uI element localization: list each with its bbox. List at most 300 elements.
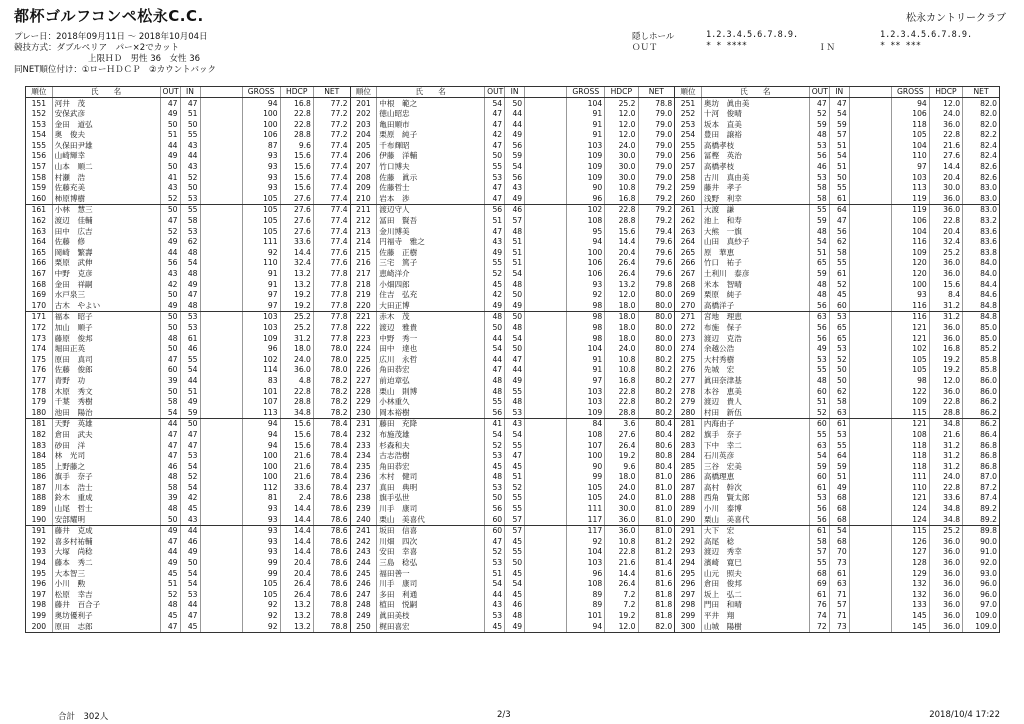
col-rank: 216 <box>350 258 377 269</box>
col-net: 79.6 <box>638 237 675 248</box>
col-out: 50 <box>485 151 505 162</box>
table-row <box>26 226 1000 237</box>
col-in: 54 <box>505 162 525 173</box>
col-out: 39 <box>160 493 180 504</box>
col-gross: 95 <box>567 226 605 237</box>
col-hdcp: 21.6 <box>280 461 313 472</box>
col-name: 山元 照夫 <box>701 568 809 579</box>
col-net: 77.4 <box>313 183 350 194</box>
col-rank: 195 <box>26 568 53 579</box>
col-gross: 97 <box>242 300 280 311</box>
col-blank <box>525 193 567 204</box>
col-in: 51 <box>180 386 200 397</box>
col-out: 48 <box>160 600 180 611</box>
col-blank <box>849 568 891 579</box>
col-net: 77.4 <box>313 204 350 215</box>
col-in: 45 <box>505 589 525 600</box>
col-hdcp: 24.0 <box>605 493 638 504</box>
col-out: 48 <box>160 333 180 344</box>
col-in: 64 <box>829 204 849 215</box>
col-name: 濱崎 寛巳 <box>701 558 809 569</box>
col-rank: 154 <box>26 130 53 141</box>
col-net: 77.4 <box>313 172 350 183</box>
col-in: 45 <box>505 568 525 579</box>
col-name: 渡辺 佳輔 <box>52 216 160 227</box>
col-blank <box>200 216 242 227</box>
col-out: 59 <box>809 119 829 130</box>
col-gross: 126 <box>891 536 929 547</box>
table-row <box>26 119 1000 130</box>
col-rank: 164 <box>26 237 53 248</box>
col-name: 坂本 直美 <box>701 119 809 130</box>
col-name: 西角 賢太郎 <box>701 493 809 504</box>
col-rank: 294 <box>675 558 702 569</box>
col-name: 大塚 尚稔 <box>52 547 160 558</box>
col-net: 79.0 <box>638 119 675 130</box>
col-in: 53 <box>180 311 200 322</box>
col-hdcp: 18.0 <box>280 344 313 355</box>
col-name: 奥坊 眞由美 <box>701 98 809 109</box>
col-hdcp: 36.0 <box>605 514 638 525</box>
col-blank <box>525 322 567 333</box>
col-name: 金川博美 <box>377 226 485 237</box>
col-rank: 226 <box>350 365 377 376</box>
col-blank <box>525 611 567 622</box>
table-row <box>26 440 1000 451</box>
col-name: 岡崎 繁壽 <box>52 247 160 258</box>
col-name: 栗山 美喜代 <box>701 514 809 525</box>
col-rank: 160 <box>26 193 53 204</box>
col-net: 78.8 <box>313 621 350 632</box>
col-in: 54 <box>180 365 200 376</box>
col-out: 65 <box>809 258 829 269</box>
col-out: 55 <box>485 258 505 269</box>
table-row <box>26 451 1000 462</box>
col-name: 栗山 則博 <box>377 386 485 397</box>
col-out: 72 <box>809 621 829 632</box>
col-in: 52 <box>829 354 849 365</box>
col-gross: 104 <box>567 547 605 558</box>
col-blank <box>849 204 891 215</box>
col-out: 49 <box>160 558 180 569</box>
col-hdcp: 14.4 <box>280 536 313 547</box>
col-out: 50 <box>160 119 180 130</box>
col-in: 49 <box>505 621 525 632</box>
col-out: 54 <box>809 237 829 248</box>
col-net: 78.4 <box>313 482 350 493</box>
col-hdcp: 34.8 <box>929 504 962 515</box>
col-name: 鈴木 重成 <box>52 493 160 504</box>
col-blank <box>200 344 242 355</box>
col-name: 川本 浩士 <box>52 482 160 493</box>
col-net: 91.0 <box>963 547 1000 558</box>
table-row <box>26 344 1000 355</box>
col-out: 54 <box>485 429 505 440</box>
col-name: 倉田 俊邦 <box>701 579 809 590</box>
col-out: 44 <box>485 354 505 365</box>
col-in: 43 <box>180 140 200 151</box>
col-out: 50 <box>160 162 180 173</box>
col-out: 60 <box>485 525 505 536</box>
col-net: 86.2 <box>963 418 1000 429</box>
col-rank: 274 <box>675 344 702 355</box>
col-hdcp: 25.2 <box>929 247 962 258</box>
col-in: 51 <box>180 109 200 120</box>
col-blank <box>525 504 567 515</box>
col-rank: 183 <box>26 440 53 451</box>
col-name: 高橋理恵 <box>701 472 809 483</box>
col-out: 50 <box>485 493 505 504</box>
col-rank: 163 <box>26 226 53 237</box>
col-net: 78.4 <box>313 440 350 451</box>
col-out: 53 <box>485 558 505 569</box>
col-in: 49 <box>180 547 200 558</box>
col-net: 81.0 <box>638 493 675 504</box>
col-out: 50 <box>160 322 180 333</box>
col-rank: 225 <box>350 354 377 365</box>
col-net: 78.2 <box>313 407 350 418</box>
col-net: 87.4 <box>963 493 1000 504</box>
col-out: 49 <box>160 109 180 120</box>
col-net: 78.0 <box>313 344 350 355</box>
col-hdcp: 12.0 <box>929 98 962 109</box>
col-name: 藤田 充降 <box>377 418 485 429</box>
col-gross: 116 <box>891 300 929 311</box>
col-name: 喜多村祐輔 <box>52 536 160 547</box>
col-rank: 249 <box>350 611 377 622</box>
col-name: 眞田奈津基 <box>701 375 809 386</box>
col-in: 49 <box>829 482 849 493</box>
col-in: 68 <box>829 536 849 547</box>
col-hdcp: 12.0 <box>605 130 638 141</box>
col-in: 48 <box>505 322 525 333</box>
col-gross: 105 <box>242 204 280 215</box>
col-blank <box>200 183 242 194</box>
col-net: 82.0 <box>963 109 1000 120</box>
col-blank <box>525 558 567 569</box>
col-hdcp: 36.0 <box>929 579 962 590</box>
col-name: 福田善一 <box>377 568 485 579</box>
col-gross: 83 <box>242 375 280 386</box>
col-in: 70 <box>829 547 849 558</box>
col-out: 54 <box>809 451 829 462</box>
col-blank <box>849 354 891 365</box>
col-rank: 239 <box>350 504 377 515</box>
col-hdcp: 16.8 <box>605 193 638 204</box>
col-out: 47 <box>160 216 180 227</box>
col-out: 47 <box>485 140 505 151</box>
col-name: 坂上 弘二 <box>701 589 809 600</box>
col-hdcp-header: HDCP <box>929 87 962 98</box>
col-out: 47 <box>160 451 180 462</box>
col-gross: 107 <box>242 397 280 408</box>
col-rank: 273 <box>675 333 702 344</box>
table-row <box>26 140 1000 151</box>
table-row <box>26 365 1000 376</box>
col-out: 41 <box>485 418 505 429</box>
col-hdcp: 30.0 <box>605 162 638 173</box>
col-rank: 295 <box>675 568 702 579</box>
print-timestamp: 2018/10/4 17:22 <box>929 710 1000 720</box>
col-blank <box>200 536 242 547</box>
col-gross: 100 <box>242 461 280 472</box>
col-hdcp: 21.6 <box>605 558 638 569</box>
col-in: 58 <box>180 216 200 227</box>
col-rank: 262 <box>675 216 702 227</box>
table-row <box>26 611 1000 622</box>
col-out: 63 <box>809 440 829 451</box>
col-hdcp: 22.8 <box>280 386 313 397</box>
col-gross-header: GROSS <box>567 87 605 98</box>
table-row <box>26 300 1000 311</box>
col-name: 山本 順二 <box>52 162 160 173</box>
col-blank <box>525 600 567 611</box>
col-blank <box>525 172 567 183</box>
col-blank <box>849 461 891 472</box>
col-name: 中野 克彦 <box>52 269 160 280</box>
col-rank: 291 <box>675 525 702 536</box>
col-blank <box>525 354 567 365</box>
col-rank: 297 <box>675 589 702 600</box>
col-out: 58 <box>160 482 180 493</box>
col-net: 85.0 <box>963 333 1000 344</box>
col-in: 54 <box>180 258 200 269</box>
col-hdcp: 13.2 <box>280 600 313 611</box>
col-hdcp-header: HDCP <box>280 87 313 98</box>
col-rank: 292 <box>675 536 702 547</box>
col-in: 51 <box>505 247 525 258</box>
table-row <box>26 216 1000 227</box>
col-blank <box>849 269 891 280</box>
col-in: 68 <box>829 504 849 515</box>
col-rank: 169 <box>26 290 53 301</box>
col-out: 52 <box>485 269 505 280</box>
col-net: 86.0 <box>963 375 1000 386</box>
col-hdcp: 22.8 <box>929 216 962 227</box>
col-blank <box>525 269 567 280</box>
col-hdcp: 36.0 <box>280 365 313 376</box>
col-gross: 106 <box>891 109 929 120</box>
col-net: 84.0 <box>963 258 1000 269</box>
col-name: 大下 宏 <box>701 525 809 536</box>
col-hdcp: 28.8 <box>605 407 638 418</box>
col-hdcp: 30.0 <box>605 504 638 515</box>
col-hdcp: 31.2 <box>929 461 962 472</box>
col-blank <box>200 600 242 611</box>
col-name: 原田 志郎 <box>52 621 160 632</box>
col-rank: 246 <box>350 579 377 590</box>
col-net: 79.0 <box>638 172 675 183</box>
col-blank-header <box>525 87 567 98</box>
col-net: 77.4 <box>313 140 350 151</box>
col-in: 73 <box>829 621 849 632</box>
col-rank: 275 <box>675 354 702 365</box>
col-gross: 96 <box>567 568 605 579</box>
col-out: 50 <box>160 344 180 355</box>
col-in: 50 <box>505 290 525 301</box>
col-out: 44 <box>160 547 180 558</box>
out-holes: 1.2.3.4.5.6.7.8.9. <box>706 30 799 40</box>
col-gross: 106 <box>567 258 605 269</box>
col-gross: 105 <box>242 589 280 600</box>
col-name: 高橋孝枝 <box>701 140 809 151</box>
col-blank <box>200 237 242 248</box>
col-out: 54 <box>485 98 505 109</box>
col-rank: 159 <box>26 183 53 194</box>
col-gross: 91 <box>567 354 605 365</box>
col-name-header: 氏 名 <box>52 87 160 98</box>
col-rank: 296 <box>675 579 702 590</box>
col-in: 55 <box>829 258 849 269</box>
col-out: 52 <box>160 226 180 237</box>
col-rank: 279 <box>675 397 702 408</box>
col-gross: 103 <box>242 311 280 322</box>
col-rank: 243 <box>350 547 377 558</box>
col-rank: 244 <box>350 558 377 569</box>
col-name: 高橋洋子 <box>701 300 809 311</box>
col-rank: 263 <box>675 226 702 237</box>
col-rank: 270 <box>675 300 702 311</box>
col-name: 柿原博樹 <box>52 193 160 204</box>
col-in: 45 <box>829 290 849 301</box>
col-out: 56 <box>809 504 829 515</box>
col-rank: 256 <box>675 151 702 162</box>
col-name: 米本 智晴 <box>701 279 809 290</box>
col-gross: 92 <box>242 247 280 258</box>
col-name: 川手 康司 <box>377 504 485 515</box>
col-name: 旗手 奈子 <box>701 429 809 440</box>
col-rank: 289 <box>675 504 702 515</box>
col-gross: 99 <box>567 472 605 483</box>
col-net: 85.8 <box>963 365 1000 376</box>
col-gross: 84 <box>567 418 605 429</box>
col-blank <box>200 140 242 151</box>
col-blank <box>525 151 567 162</box>
col-name: 中野 秀一 <box>377 333 485 344</box>
col-net: 83.0 <box>963 204 1000 215</box>
col-net: 92.0 <box>963 558 1000 569</box>
col-name: 藤原 俊邦 <box>52 333 160 344</box>
col-in: 58 <box>829 397 849 408</box>
col-out: 47 <box>160 621 180 632</box>
col-blank <box>849 290 891 301</box>
col-blank <box>849 472 891 483</box>
col-hdcp: 36.0 <box>929 204 962 215</box>
col-name: 冨樫 英治 <box>701 151 809 162</box>
col-net: 84.4 <box>963 279 1000 290</box>
col-gross: 91 <box>567 119 605 130</box>
col-gross: 101 <box>242 386 280 397</box>
col-hdcp: 22.8 <box>929 397 962 408</box>
table-row <box>26 172 1000 183</box>
col-rank: 215 <box>350 247 377 258</box>
col-in: 47 <box>180 290 200 301</box>
col-rank: 286 <box>675 472 702 483</box>
col-hdcp: 12.0 <box>929 375 962 386</box>
col-rank: 191 <box>26 525 53 536</box>
col-in: 50 <box>180 558 200 569</box>
col-out: 42 <box>485 130 505 141</box>
col-blank <box>525 429 567 440</box>
col-gross: 97 <box>242 290 280 301</box>
col-rank: 174 <box>26 344 53 355</box>
col-rank: 235 <box>350 461 377 472</box>
col-net: 80.2 <box>638 397 675 408</box>
col-blank <box>525 119 567 130</box>
col-gross: 114 <box>242 365 280 376</box>
col-hdcp: 19.2 <box>929 365 962 376</box>
col-gross: 116 <box>891 311 929 322</box>
col-hdcp: 24.0 <box>280 354 313 365</box>
col-net: 80.4 <box>638 418 675 429</box>
col-blank <box>200 311 242 322</box>
col-blank <box>849 172 891 183</box>
col-in: 44 <box>180 375 200 386</box>
col-name: 内海由子 <box>701 418 809 429</box>
col-gross: 118 <box>891 461 929 472</box>
table-row <box>26 247 1000 258</box>
col-out: 50 <box>160 386 180 397</box>
col-hdcp: 21.6 <box>929 140 962 151</box>
col-in: 51 <box>505 237 525 248</box>
col-gross: 104 <box>891 140 929 151</box>
col-net: 77.8 <box>313 269 350 280</box>
col-out: 45 <box>485 279 505 290</box>
col-out: 52 <box>809 407 829 418</box>
col-gross: 105 <box>567 482 605 493</box>
col-out: 47 <box>485 119 505 130</box>
col-net: 78.0 <box>313 354 350 365</box>
col-blank <box>849 151 891 162</box>
col-out: 58 <box>809 536 829 547</box>
col-out: 54 <box>485 579 505 590</box>
col-blank <box>525 140 567 151</box>
col-rank: 300 <box>675 621 702 632</box>
in-label: ＩＮ <box>818 43 836 53</box>
col-net: 77.4 <box>313 216 350 227</box>
col-hdcp: 10.8 <box>605 354 638 365</box>
col-in: 46 <box>180 536 200 547</box>
col-hdcp: 24.0 <box>605 482 638 493</box>
col-gross: 98 <box>891 375 929 386</box>
col-in: 50 <box>180 183 200 194</box>
col-net: 89.2 <box>963 504 1000 515</box>
col-blank <box>200 193 242 204</box>
col-net: 85.0 <box>963 322 1000 333</box>
col-in: 48 <box>505 279 525 290</box>
col-hdcp: 22.8 <box>605 547 638 558</box>
col-name: 川手 康司 <box>377 579 485 590</box>
col-blank <box>849 621 891 632</box>
col-rank: 277 <box>675 375 702 386</box>
col-hdcp: 19.2 <box>605 611 638 622</box>
col-in: 52 <box>505 482 525 493</box>
col-gross: 92 <box>567 536 605 547</box>
col-in: 43 <box>180 162 200 173</box>
col-rank: 261 <box>675 204 702 215</box>
col-rank: 238 <box>350 493 377 504</box>
col-net: 77.2 <box>313 130 350 141</box>
col-gross: 105 <box>891 354 929 365</box>
col-hdcp: 19.2 <box>605 451 638 462</box>
col-blank <box>525 397 567 408</box>
col-hdcp: 25.2 <box>605 98 638 109</box>
col-blank <box>849 558 891 569</box>
col-net: 79.6 <box>638 247 675 258</box>
col-out: 45 <box>160 611 180 622</box>
col-blank <box>849 130 891 141</box>
col-net: 78.6 <box>313 568 350 579</box>
